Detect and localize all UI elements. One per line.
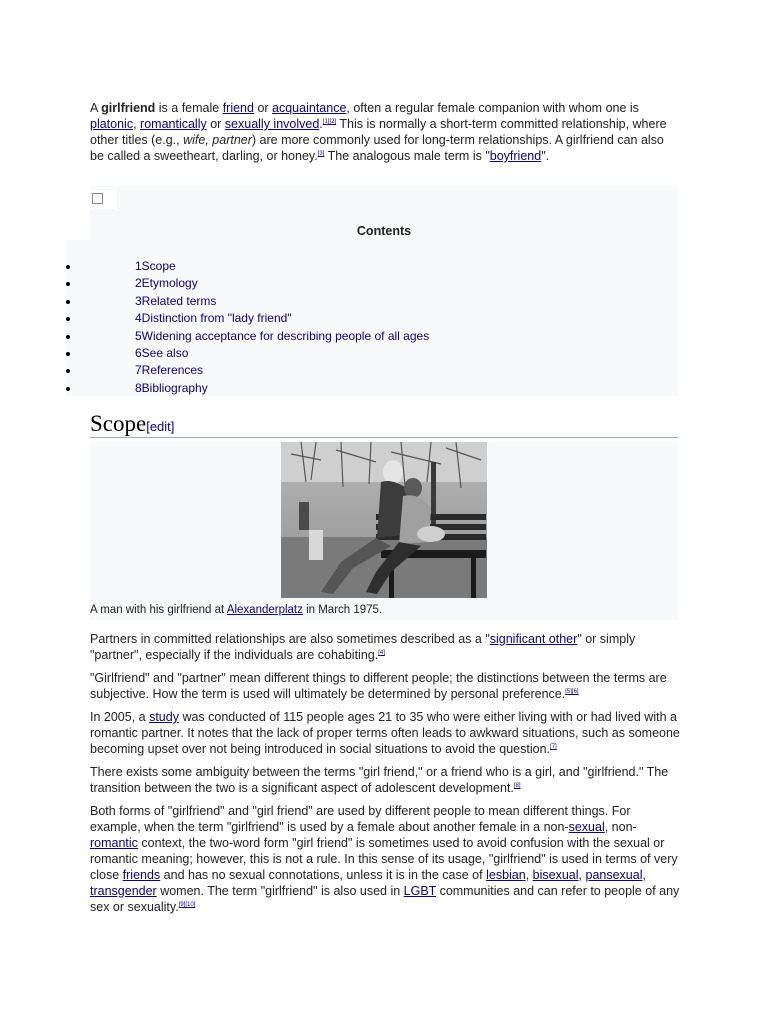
toc-item[interactable]	[0, 380, 678, 397]
link-friend[interactable]: friend	[222, 101, 254, 115]
text: A man with his girlfriend at	[90, 604, 227, 616]
link-lgbt[interactable]: LGBT	[403, 884, 437, 898]
toc-link-related-terms[interactable]: 3Related terms	[135, 293, 217, 308]
text: communities and can refer to people of any sex or sexuality.	[90, 884, 680, 914]
citation-link[interactable]: [8]	[513, 782, 521, 789]
text: The analogous male term is "	[324, 149, 490, 163]
text: "Girlfriend" and "partner" mean different things to different people; the distinctions between the terms are subjective. How the term is used will ultimately be determined by personal preference.	[90, 671, 667, 701]
bullet-icon	[66, 282, 70, 286]
link-study[interactable]: study	[149, 710, 179, 724]
paragraph	[90, 764, 680, 796]
citation-link[interactable]: [5][6]	[565, 688, 579, 695]
link-lesbian[interactable]: lesbian	[486, 868, 526, 882]
bullet-icon	[66, 335, 70, 339]
toc-toggle-checkbox[interactable]	[90, 190, 117, 209]
text: ,	[525, 868, 533, 882]
toc-list	[0, 258, 678, 397]
toc-link-etymology[interactable]: 2Etymology	[135, 276, 198, 291]
toc-item[interactable]	[0, 258, 678, 275]
link-acquaintance[interactable]: acquaintance	[272, 101, 347, 115]
toc-link-references[interactable]: 7References	[135, 363, 204, 378]
couple-photo[interactable]	[281, 442, 487, 598]
toc-link-bibliography[interactable]: 8Bibliography	[135, 380, 208, 395]
bullet-icon	[66, 369, 70, 373]
toc-link-scope[interactable]: 1Scope	[135, 259, 176, 273]
paragraph	[90, 670, 680, 702]
section-heading	[90, 410, 678, 438]
text: Partners in committed relationships are also sometimes described as a "	[90, 632, 490, 646]
checkbox-icon[interactable]	[92, 193, 103, 204]
intro-paragraph	[90, 100, 680, 164]
text: A	[90, 101, 102, 115]
paragraph	[90, 709, 680, 757]
link-platonic[interactable]: platonic	[90, 117, 134, 131]
heading-text: Scope	[90, 411, 147, 436]
link-sexual[interactable]: sexual	[568, 820, 605, 834]
italic-text: wife, partner	[183, 133, 252, 147]
bullet-icon	[66, 387, 70, 391]
citation-link[interactable]: [3]	[317, 150, 325, 157]
link-romantically[interactable]: romantically	[140, 117, 207, 131]
citation-link[interactable]: [4]	[378, 649, 385, 656]
text: ,	[642, 868, 646, 882]
link-transgender[interactable]: transgender	[90, 884, 157, 898]
citation-link[interactable]: [1][2]	[322, 118, 337, 125]
paragraph	[90, 631, 680, 663]
text: and has no sexual connotations, unless it is in the case of	[160, 868, 487, 882]
bullet-icon	[66, 300, 70, 304]
text: ,	[578, 868, 586, 882]
link-sexually-involved[interactable]: sexually involved	[224, 117, 320, 131]
link-friends[interactable]: friends	[122, 868, 161, 882]
text: , often a regular female companion with whom one is	[346, 101, 639, 115]
text: or	[253, 101, 273, 115]
text: ".	[541, 149, 550, 163]
toc-item[interactable]	[0, 293, 678, 310]
edit-link[interactable]: [edit]	[146, 419, 175, 434]
link-alexanderplatz[interactable]: Alexanderplatz	[226, 604, 303, 616]
toc-item[interactable]	[0, 362, 678, 379]
link-pansexual[interactable]: pansexual	[585, 868, 643, 882]
toc-title: Contents	[356, 224, 412, 238]
text: This is normally a short-term committed relationship, where other titles (e.g.,	[90, 117, 667, 147]
paragraph	[90, 803, 680, 915]
toc-item[interactable]	[0, 345, 678, 362]
link-boyfriend[interactable]: boyfriend	[489, 149, 542, 163]
text: " or simply "partner", especially if the individuals are cohabiting.	[90, 632, 636, 662]
toc-item[interactable]	[0, 275, 678, 292]
text: is a female	[155, 101, 223, 115]
text: ,	[133, 117, 141, 131]
text: context, the two-word form "girl friend" is sometimes used to avoid confusion with the sexual or romantic meaning; however, this is not a rule. In this sense of its usage, "girlfriend" is used in terms of very close	[90, 836, 678, 882]
figure-caption	[90, 604, 382, 616]
text: ) are more commonly used for long-term relationships. A girlfriend can also be called a sweetheart, darling, or honey.	[90, 133, 664, 163]
citation-link[interactable]: [9][10]	[178, 901, 196, 908]
text: .	[319, 117, 323, 131]
link-significant-other[interactable]: significant other	[489, 632, 578, 646]
photo-illustration	[281, 442, 487, 598]
citation-link[interactable]: [7]	[550, 743, 557, 750]
text: in March 1975.	[302, 604, 383, 616]
section-body	[90, 631, 680, 922]
text: Both forms of "girlfriend" and "girl friend" are used by different people to mean different things. For example, when the term "girlfriend" is used by a female about another female in a non-	[90, 804, 631, 834]
toc-item[interactable]	[0, 328, 678, 345]
link-romantic[interactable]: romantic	[90, 836, 138, 850]
bullet-icon	[66, 265, 70, 269]
text: women. The term "girlfriend" is also used in	[156, 884, 404, 898]
bullet-icon	[66, 352, 70, 356]
text: was conducted of 115 people ages 21 to 35 who were either living with or had lived with a romantic partner. It notes that the lack of proper terms often leads to awkward situations, such as someone becoming upset over not being introduced in social situations to avoid the question.	[90, 710, 680, 756]
text: There exists some ambiguity between the terms "girl friend," or a friend who is a girl, and "girlfriend." The transition between the two is a significant aspect of adolescent development.	[90, 765, 669, 795]
toc-notch	[66, 186, 90, 240]
bullet-icon	[66, 317, 70, 321]
toc-link-see-also[interactable]: 6See also	[135, 345, 189, 360]
text: , non-	[604, 820, 637, 834]
toc-link-widening-acceptance[interactable]: 5Widening acceptance for describing people of all ages	[135, 328, 430, 343]
link-bisexual[interactable]: bisexual	[532, 868, 579, 882]
toc-link-distinction[interactable]: 4Distinction from "lady friend"	[135, 311, 292, 326]
text: In 2005, a	[90, 710, 150, 724]
bold-term: girlfriend	[101, 101, 156, 115]
text: or	[206, 117, 225, 131]
toc-item[interactable]	[0, 310, 678, 327]
